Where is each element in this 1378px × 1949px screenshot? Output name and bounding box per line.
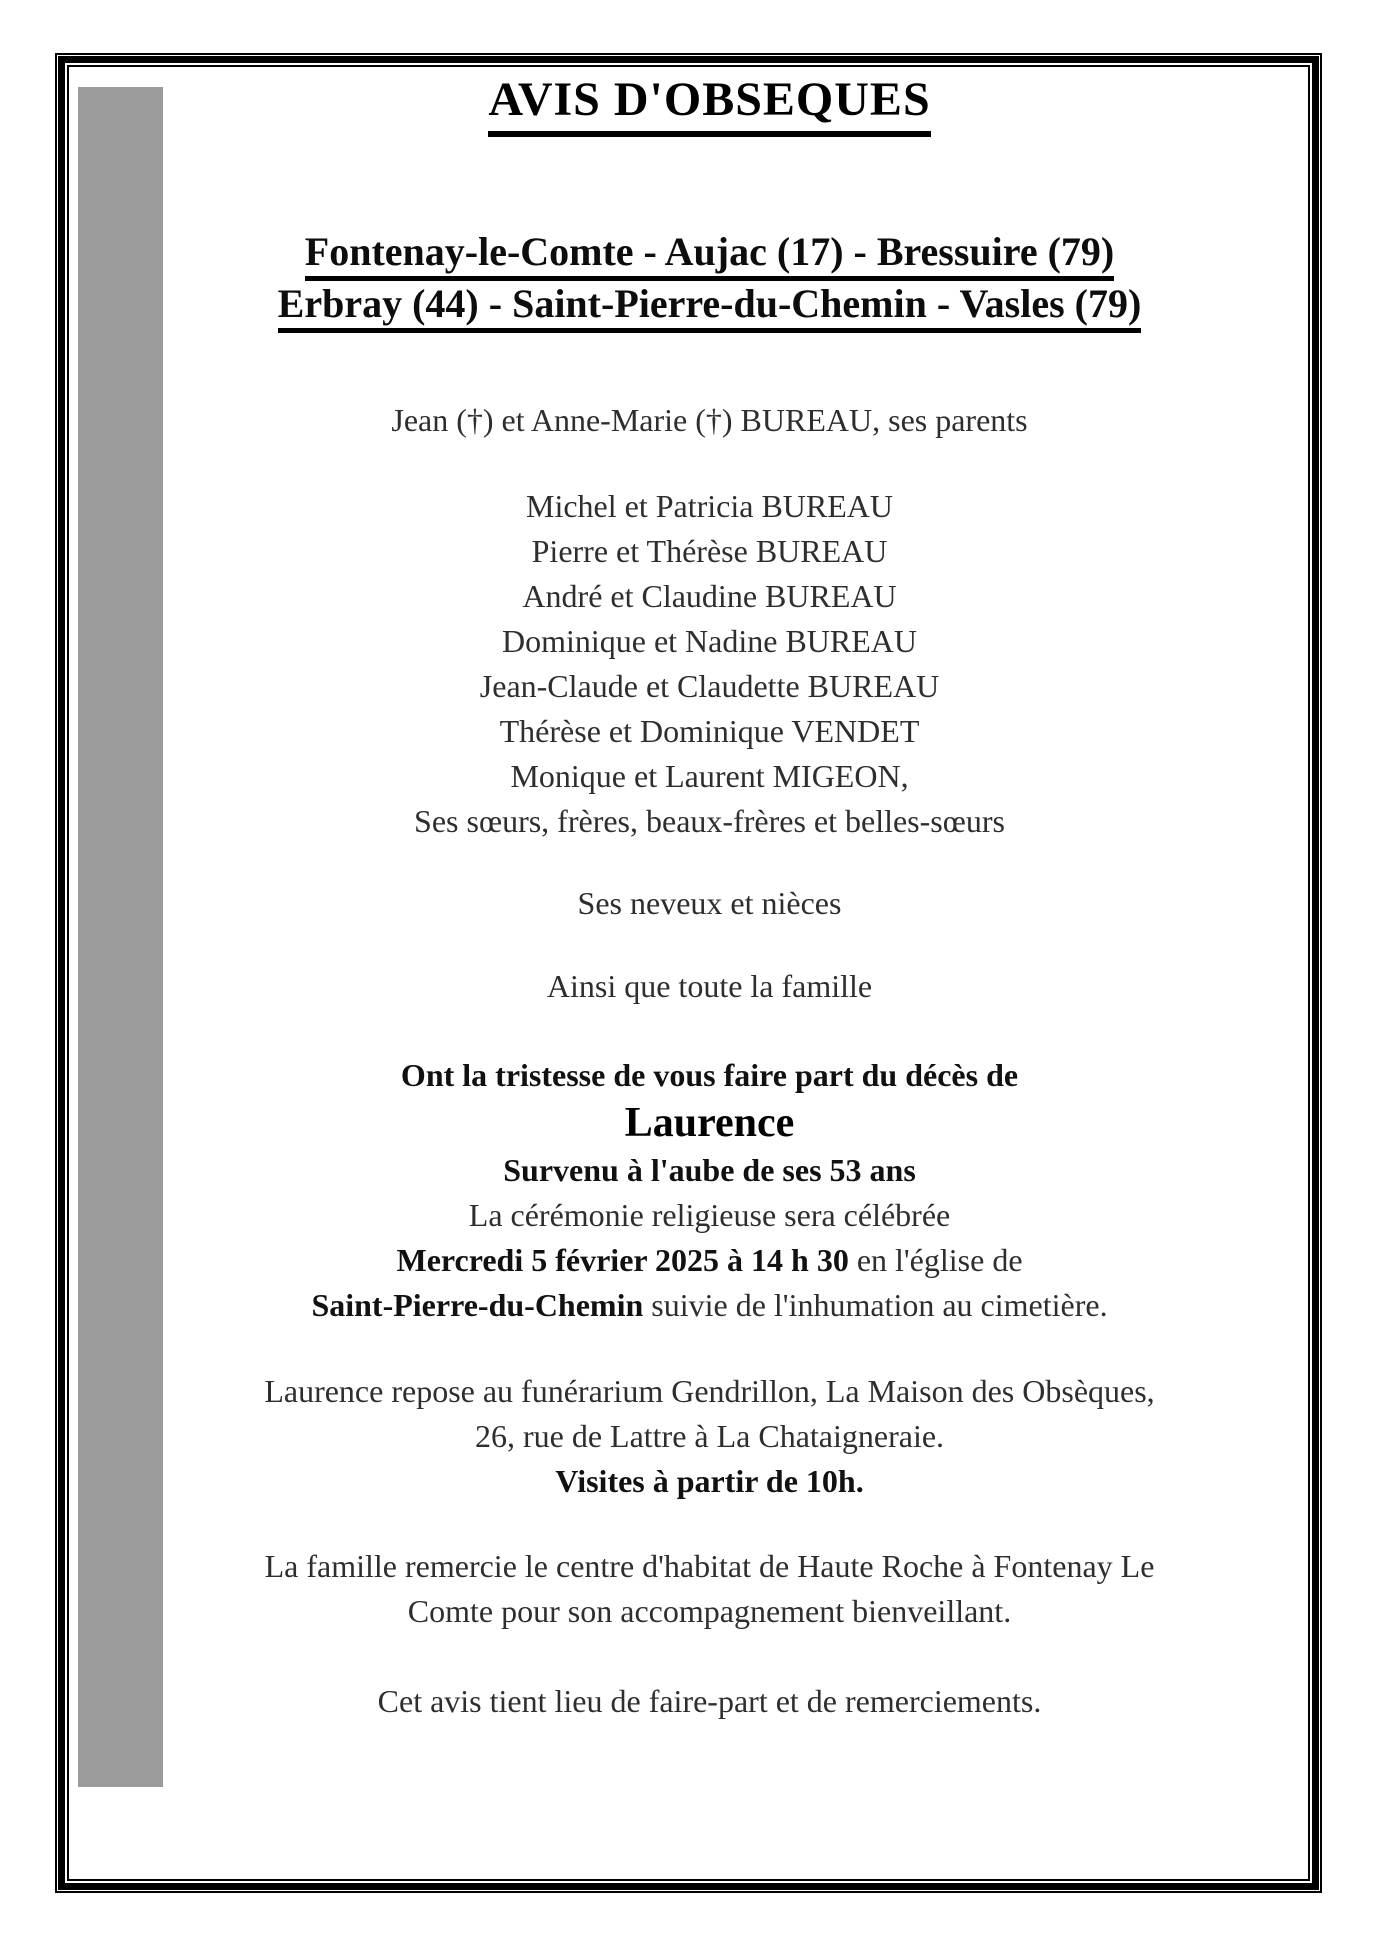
announcement-intro: Ont la tristesse de vous faire part du décès de <box>400 1057 1019 1093</box>
relative-line: André et Claudine BUREAU <box>522 578 897 614</box>
relative-line: Jean-Claude et Claudette BUREAU <box>479 668 940 704</box>
document-frame <box>55 53 1322 1893</box>
ceremony-place-bold: Saint-Pierre-du-Chemin <box>311 1287 644 1323</box>
announcement-block <box>111 1053 1308 1328</box>
relatives-list <box>111 484 1308 844</box>
relative-line: Dominique et Nadine BUREAU <box>501 623 918 659</box>
ceremony-date-rest: en l'église de <box>848 1242 1023 1278</box>
relative-line: Monique et Laurent MIGEON, <box>510 758 909 794</box>
ceremony-date-bold: Mercredi 5 février 2025 à 14 h 30 <box>396 1242 849 1278</box>
ceremony-line: La cérémonie religieuse sera célébrée <box>468 1197 951 1233</box>
parents-line: Jean (†) et Anne-Marie (†) BUREAU, ses parents <box>391 402 1028 438</box>
relative-line: Michel et Patricia BUREAU <box>525 488 894 524</box>
relative-line: Pierre et Thérèse BUREAU <box>531 533 888 569</box>
repose-line-1: Laurence repose au funérarium Gendrillon, La Maison des Obsèques, <box>264 1373 1155 1409</box>
repose-line-2: 26, rue de Lattre à La Chataigneraie. <box>474 1418 945 1454</box>
notice-content <box>111 67 1308 1724</box>
relative-line: Thérèse et Dominique VENDET <box>499 713 920 749</box>
locations-line-2: Erbray (44) - Saint-Pierre-du-Chemin - Vasles (79) <box>111 278 1308 330</box>
thanks-line-1: La famille remercie le centre d'habitat de Haute Roche à Fontenay Le <box>264 1548 1155 1584</box>
family-line: Ainsi que toute la famille <box>546 968 873 1004</box>
ceremony-place-line <box>111 1283 1308 1328</box>
document-page <box>67 65 1310 1881</box>
nephews-line: Ses neveux et nièces <box>577 885 842 921</box>
thanks-block <box>111 1544 1308 1634</box>
visits-line: Visites à partir de 10h. <box>555 1463 864 1499</box>
repose-block <box>111 1369 1308 1504</box>
thanks-line-2: Comte pour son accompagnement bienveillant. <box>407 1593 1012 1629</box>
ceremony-date-line <box>111 1238 1308 1283</box>
locations-heading <box>111 226 1308 330</box>
document-frame-thick-rule <box>58 56 1319 1890</box>
locations-line-1: Fontenay-le-Comte - Aujac (17) - Bressuire (79) <box>111 226 1308 278</box>
page-title-text: AVIS D'OBSEQUES <box>488 73 930 137</box>
age-line: Survenu à l'aube de ses 53 ans <box>503 1152 916 1188</box>
ceremony-place-rest: suivie de l'inhumation au cimetière. <box>643 1287 1108 1323</box>
closing-line: Cet avis tient lieu de faire-part et de remerciements. <box>377 1683 1042 1719</box>
deceased-name: Laurence <box>624 1100 795 1146</box>
page-title <box>111 74 1308 126</box>
relative-line: Ses sœurs, frères, beaux-frères et belles-sœurs <box>414 803 1005 839</box>
